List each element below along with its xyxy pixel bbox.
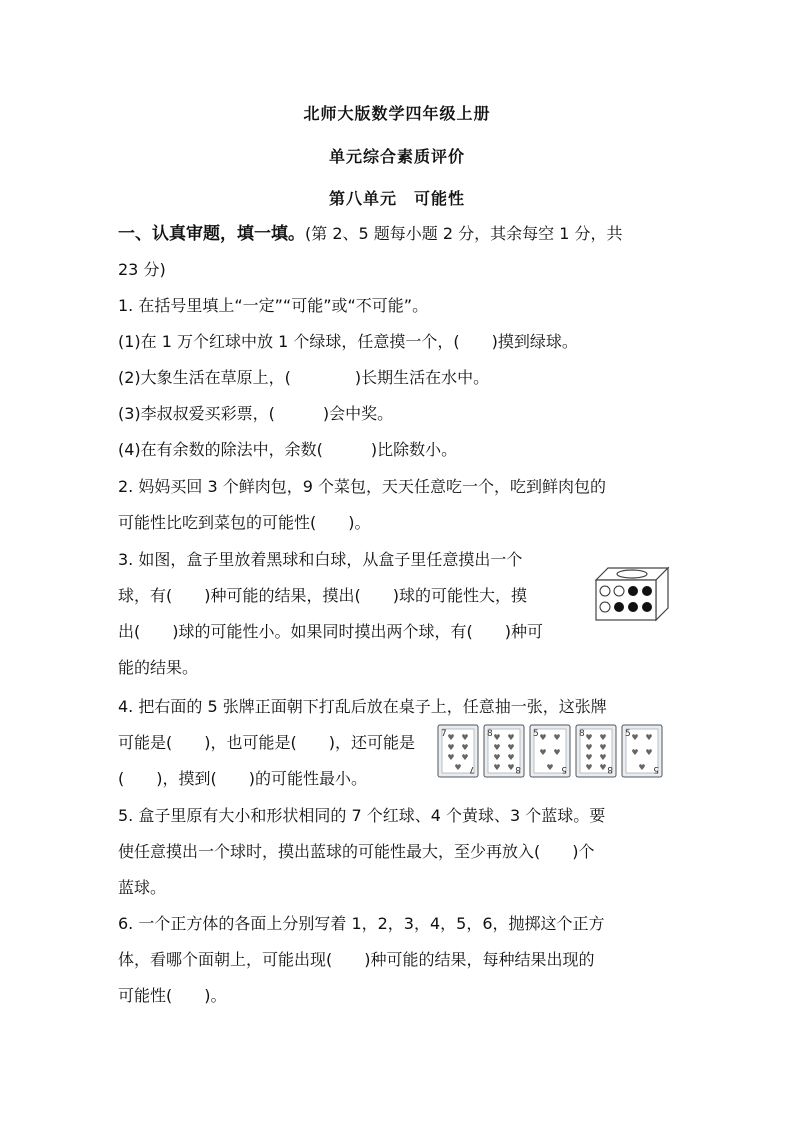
unit-title: 第八单元 可能性 [328, 189, 465, 208]
heart-suit-icon: ♥ [645, 733, 653, 742]
card-rank: 5 [653, 764, 659, 774]
heart-suit-icon: ♥ [585, 743, 593, 752]
heart-suit-icon: ♥ [493, 763, 501, 772]
heart-suit-icon: ♥ [539, 733, 547, 742]
question-4-line-2: 可能是( )，也可能是( )，还可能是 [118, 733, 415, 752]
heart-suit-icon: ♥ [507, 763, 515, 772]
question-5-line-1: 5. 盒子里原有大小和形状相同的 7 个红球、4 个黄球、3 个蓝球。要 [118, 806, 606, 825]
playing-cards-illustration [437, 724, 667, 778]
playing-card [438, 725, 478, 777]
heart-suit-icon: ♥ [631, 748, 639, 757]
card-rank: 5 [561, 764, 567, 774]
question-6-line-3: 可能性( )。 [118, 986, 227, 1005]
heart-suit-icon: ♥ [539, 748, 547, 757]
heart-suit-icon: ♥ [585, 733, 593, 742]
heart-suit-icon: ♥ [631, 733, 639, 742]
heart-suit-icon: ♥ [553, 733, 561, 742]
heart-suit-icon: ♥ [553, 748, 561, 757]
heart-suit-icon: ♥ [599, 743, 607, 752]
heart-suit-icon: ♥ [599, 763, 607, 772]
card-rank: 7 [441, 729, 447, 739]
heart-suit-icon: ♥ [493, 743, 501, 752]
question-1-part-2: (2)大象生活在草原上，( )长期生活在水中。 [118, 368, 490, 387]
question-6-line-1: 6. 一个正方体的各面上分别写着 1，2，3，4，5，6，抛掷这个正方 [118, 914, 605, 933]
question-3-line-4: 能的结果。 [118, 658, 199, 677]
heart-suit-icon: ♥ [645, 748, 653, 757]
heart-suit-icon: ♥ [585, 753, 593, 762]
question-4-line-1: 4. 把右面的 5 张牌正面朝下打乱后放在桌子上，任意抽一张，这张牌 [118, 697, 607, 716]
card-rank: 8 [607, 764, 613, 774]
question-6-line-2: 体，看哪个面朝上，可能出现( )种可能的结果，每种结果出现的 [118, 950, 595, 969]
question-4-line-3: ( )，摸到( )的可能性最小。 [118, 769, 367, 788]
heart-suit-icon: ♥ [461, 743, 469, 752]
question-5-line-3: 蓝球。 [118, 878, 167, 897]
question-1-stem: 1. 在括号里填上“一定”“可能”或“不可能”。 [118, 296, 429, 315]
heart-suit-icon: ♥ [638, 763, 646, 772]
heart-suit-icon: ♥ [461, 733, 469, 742]
playing-card [530, 725, 570, 777]
heart-suit-icon: ♥ [493, 733, 501, 742]
card-rank: 7 [469, 764, 475, 774]
heart-suit-icon: ♥ [507, 753, 515, 762]
heart-suit-icon: ♥ [599, 733, 607, 742]
heart-suit-icon: ♥ [447, 753, 455, 762]
section-heading-line [118, 224, 622, 244]
question-2-line-2: 可能性比吃到菜包的可能性( )。 [118, 513, 371, 532]
section-scoring-note: (第 2、5 题每小题 2 分，其余每空 1 分，共 [305, 224, 623, 243]
heart-suit-icon: ♥ [546, 763, 554, 772]
question-1-part-3: (3)李叔叔爱买彩票，( )会中奖。 [118, 404, 394, 423]
page-title: 北师大版数学四年级上册 [303, 104, 491, 123]
section-scoring-note-cont: 23 分) [118, 260, 166, 279]
playing-card [622, 725, 662, 777]
question-1-part-1: (1)在 1 万个红球中放 1 个绿球，任意摸一个，( )摸到绿球。 [118, 332, 578, 351]
question-1-part-4: (4)在有余数的除法中，余数( )比除数小。 [118, 440, 458, 459]
question-3-line-3: 出( )球的可能性小。如果同时摸出两个球，有( )种可 [118, 622, 543, 641]
heart-suit-icon: ♥ [447, 743, 455, 752]
heart-suit-icon: ♥ [447, 733, 455, 742]
card-rank: 8 [515, 764, 521, 774]
heart-suit-icon: ♥ [585, 763, 593, 772]
question-2-line-1: 2. 妈妈买回 3 个鲜肉包，9 个菜包，天天任意吃一个，吃到鲜肉包的 [118, 477, 606, 496]
heart-suit-icon: ♥ [454, 763, 462, 772]
section-heading: 一、认真审题，填一填。 [118, 224, 305, 244]
card-rank: 8 [579, 729, 585, 739]
question-3-line-1: 3. 如图，盒子里放着黑球和白球，从盒子里任意摸出一个 [118, 550, 523, 569]
heart-suit-icon: ♥ [507, 743, 515, 752]
question-5-line-2: 使任意摸出一个球时，摸出蓝球的可能性最大，至少再放入( )个 [118, 842, 595, 861]
heart-suit-icon: ♥ [599, 753, 607, 762]
card-rank: 8 [487, 729, 493, 739]
heart-suit-icon: ♥ [461, 753, 469, 762]
playing-card [484, 725, 524, 777]
ball-box-illustration [594, 566, 670, 622]
page-subtitle: 单元综合素质评价 [328, 147, 465, 166]
card-rank: 5 [625, 729, 631, 739]
heart-suit-icon: ♥ [493, 753, 501, 762]
heart-suit-icon: ♥ [507, 733, 515, 742]
playing-card [576, 725, 616, 777]
card-rank: 5 [533, 729, 539, 739]
question-3-line-2: 球，有( )种可能的结果，摸出( )球的可能性大，摸 [118, 586, 527, 605]
